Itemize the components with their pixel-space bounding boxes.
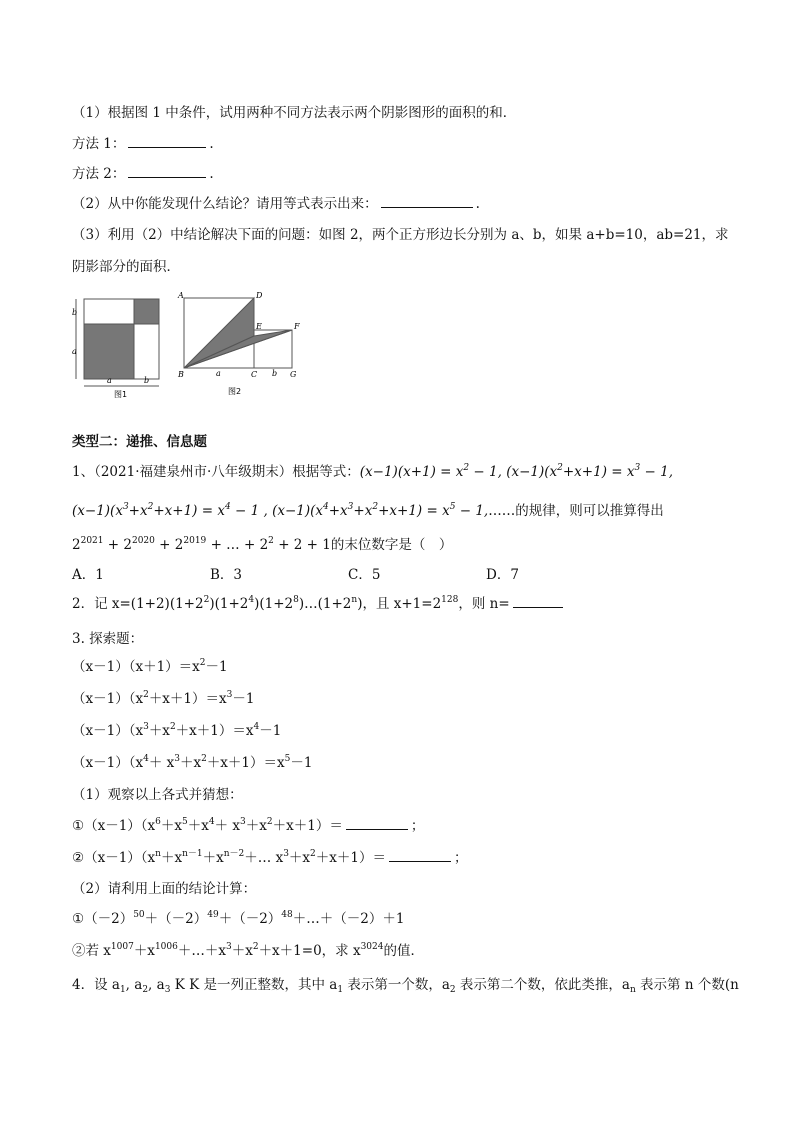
p4-sub2: 2 [142, 985, 149, 995]
p3-l2c: －1 [232, 691, 255, 707]
p4-a: 4．设 a [72, 977, 120, 993]
conjecture-1-blank[interactable] [346, 816, 408, 830]
problem-2-line [72, 594, 566, 613]
p3-d2-exp3: 3 [225, 942, 232, 952]
p4-sub2b: 2 [449, 985, 456, 995]
problem-2-exp-128: 128 [441, 595, 459, 605]
fig2-label-D: D [256, 291, 263, 300]
p3-l3d: －1 [259, 723, 282, 739]
p3-l4b: ＋ x [148, 755, 175, 771]
fig2-label-A: A [178, 291, 184, 300]
p3-c2f: ＋x＋1）＝ [315, 850, 386, 866]
method-2-blank[interactable] [128, 164, 206, 178]
p3-l4-exp3: 2 [201, 754, 207, 764]
question-3-text-a: （3）利用（2）中结论解决下面的问题：如图 2，两个正方形边长分别为 a、b，如果 a+b=10，ab=21，求 [72, 227, 729, 243]
p3-l2: （x－1）（x [72, 691, 144, 707]
fig2-label-b: b [272, 369, 278, 378]
p3-l3-exp: 3 [143, 722, 149, 732]
p3-c1e: ＋x [245, 818, 267, 834]
p3-d2b: ＋x [133, 943, 155, 959]
problem-3-calc-2 [72, 942, 424, 960]
p3-c1end: ； [410, 818, 425, 834]
method-1-label: 方法 1： [72, 136, 126, 152]
problem-1-eq-1: $(x-1)(x+1) = x^2 - 1$, [359, 463, 502, 480]
p3-c2end: ； [453, 850, 468, 866]
problem-3-calc-1 [72, 910, 404, 928]
option-c[interactable]: C．5 [348, 567, 381, 583]
p3-c2d: ＋… x [244, 850, 284, 866]
conjecture-2-blank[interactable] [389, 848, 451, 862]
problem-2-exp-4: 4 [248, 595, 255, 605]
p3-c2-expn: n [155, 849, 161, 859]
problem-3-q1: （1）观察以上各式并猜想： [72, 787, 243, 803]
p3-l4-exp2: 3 [174, 754, 180, 764]
p4-f: 表示第二个数，依此类推，a [455, 977, 630, 993]
problem-4-line [72, 976, 739, 994]
fig2-label-F: F [294, 322, 300, 331]
p3-c1-exp5: 5 [182, 817, 188, 827]
fig2-label-a: a [216, 369, 221, 378]
p3-l3-exp2: 2 [169, 722, 176, 732]
problem-2-text-d: )…(1+2 [298, 596, 352, 612]
problem-3-q2: （2）请利用上面的结论计算： [72, 881, 257, 897]
question-3-text-b: 阴影部分的面积． [72, 259, 180, 275]
p3-l4-exp: 4 [143, 754, 149, 764]
p3-c1b: ＋x [160, 818, 183, 834]
method-2-line: 方法 2： . [72, 166, 214, 182]
p4-sub1b: 1 [337, 985, 344, 995]
problem-1-options [72, 566, 519, 584]
p3-d2a: ②若 x [72, 943, 111, 959]
fig2-label-G: G [290, 370, 297, 379]
p3-d1-exp48: 48 [281, 910, 293, 920]
question-1-text: （1）根据图 1 中条件，试用两种不同方法表示两个阴影图形的面积的和． [72, 105, 517, 121]
problem-2-exp-2: 2 [203, 595, 210, 605]
problem-3-eq-3 [72, 722, 281, 740]
p3-l4d: ＋x＋1）＝x [206, 755, 285, 771]
p4-subn: n [629, 985, 636, 995]
problem-1-tail-2: 的末位数字是（ ） [330, 537, 453, 553]
problem-2-text-a: 2．记 x=(1+2)(1+2 [72, 596, 204, 612]
problem-2-text-c: )(1+2 [254, 596, 294, 612]
problem-3-title: 3. 探索题： [72, 631, 144, 647]
problem-2-exp-8: 8 [293, 595, 299, 605]
p3-l2b: ＋x＋1）＝x [148, 691, 227, 707]
p3-l4c: ＋x [179, 755, 202, 771]
p3-c1f: ＋x＋1）＝ [272, 818, 343, 834]
problem-1-prefix: 1、（2021·福建泉州市·八年级期末）根据等式： [72, 464, 360, 480]
option-a[interactable]: A．1 [72, 567, 104, 583]
problem-3-eq-1 [72, 658, 228, 676]
p3-l2-exp2: 3 [226, 690, 233, 700]
option-d[interactable]: D．7 [486, 567, 519, 583]
fig2-label-C: C [251, 370, 258, 379]
problem-1-eq-3: $(x-1)(x^3+x^2+x+1) = x^4 - 1$ , [72, 502, 268, 519]
p3-l1-exp: 2 [199, 658, 206, 668]
method-1-line: 方法 1： . [72, 136, 214, 152]
problem-2-exp-n: n [351, 595, 358, 605]
figure-1 [70, 294, 170, 400]
p4-g: 表示第 n 个数(n [635, 977, 739, 993]
p3-c1d: ＋ x [214, 818, 241, 834]
p3-c2a: ②（x－1）（x [72, 850, 156, 866]
problem-2-text-f: ，则 n= [458, 596, 510, 612]
p3-c2b: ＋x [160, 850, 183, 866]
option-b[interactable]: B．3 [210, 567, 243, 583]
p3-c2-expn2: n－2 [223, 849, 245, 859]
p4-e: 表示第一个数，a [343, 977, 450, 993]
p3-d2-exp3024: 3024 [360, 942, 384, 952]
question-2-line: （2）从中你能发现什么结论？请用等式表示出来： . [72, 196, 480, 212]
p3-d2f: 的值． [383, 943, 424, 959]
figure-2 [176, 290, 306, 400]
type2-heading: 类型二：递推、信息题 [72, 434, 207, 450]
p3-c2-exp2: 2 [310, 849, 316, 859]
p3-c1a: ①（x－1）（x [72, 818, 156, 834]
p3-l1b: －1 [205, 659, 228, 675]
p3-d1a: ①（－2） [72, 911, 134, 927]
p3-d1b: ＋（－2） [144, 911, 208, 927]
p3-l4-exp4: 5 [284, 754, 291, 764]
p3-l4: （x－1）（x [72, 755, 144, 771]
fig2-label-B: B [178, 370, 184, 379]
p3-d2-exp1007: 1007 [110, 942, 134, 952]
problem-3-eq-4 [72, 754, 312, 772]
p4-sub3: 3 [164, 985, 171, 995]
problem-2-text-e: )，且 x+1=2 [357, 596, 442, 612]
fig1-label-b-bottom: b [144, 376, 150, 385]
p4-sub1: 1 [119, 985, 126, 995]
fig1-caption: 图1 [114, 390, 128, 399]
question-2-blank[interactable] [381, 194, 473, 208]
problem-2-blank[interactable] [513, 594, 563, 608]
p4-d: K K 是一列正整数，其中 a [170, 977, 338, 993]
problem-3-conjecture-2 [72, 848, 467, 867]
p3-l3b: ＋x [148, 723, 170, 739]
problem-3-eq-2 [72, 690, 254, 708]
p3-c2-expn1: n－1 [182, 849, 203, 859]
p3-l3: （x－1）（x [72, 723, 144, 739]
fig2-label-E: E [256, 322, 262, 331]
p3-c1-exp2: 2 [266, 817, 273, 827]
problem-2-text-b: )(1+2 [209, 596, 249, 612]
p3-d1-exp50: 50 [133, 910, 145, 920]
problem-1-eq-4: $(x-1)(x^4+x^3+x^2+x+1) = x^5 - 1$, [272, 502, 489, 519]
p3-c1-exp3: 3 [240, 817, 246, 827]
problem-1-sum-expr: $2^{2021} + 2^{2020} + 2^{2019}$ + … + $2^2 + 2 + 1$ [72, 536, 331, 553]
p3-l3c: ＋x＋1）＝x [175, 723, 254, 739]
fig1-label-a: a [72, 347, 77, 356]
p4-c: , a [148, 977, 165, 993]
p3-c1-exp4: 4 [208, 817, 215, 827]
p3-l1: （x－1）（x＋1）＝x [72, 659, 200, 675]
method-1-blank[interactable] [128, 134, 206, 148]
problem-1-line-2 [72, 502, 664, 520]
p3-c2e: ＋x [288, 850, 311, 866]
p3-d2d: ＋x [231, 943, 253, 959]
question-2-text: （2）从中你能发现什么结论？请用等式表示出来： [72, 196, 378, 212]
p3-c1-exp6: 6 [155, 817, 161, 827]
fig1-label-a-bottom: a [107, 376, 112, 385]
p3-d2e: ＋x＋1=0，求 x [258, 943, 361, 959]
p3-d2-exp2: 2 [252, 942, 259, 952]
p3-d2-exp1006: 1006 [154, 942, 178, 952]
p3-l3-exp3: 4 [253, 722, 260, 732]
p3-c1c: ＋x [187, 818, 209, 834]
fig1-small-shaded-square [134, 299, 159, 324]
problem-1-eq-2: $(x-1)(x^2+x+1) = x^3 - 1$, [506, 463, 673, 480]
method-2-label: 方法 2： [72, 166, 126, 182]
p3-d1c: ＋（－2） [218, 911, 282, 927]
fig1-large-shaded-square [84, 324, 134, 379]
p3-l4e: －1 [290, 755, 313, 771]
p3-d2c: ＋…＋x [177, 943, 226, 959]
problem-1-line-3 [72, 536, 452, 554]
p3-d1-exp49: 49 [207, 910, 219, 920]
p3-c2-exp3: 3 [283, 849, 289, 859]
p3-c2c: ＋x [202, 850, 224, 866]
problem-3-conjecture-1 [72, 816, 424, 835]
problem-1-line-1 [72, 463, 673, 481]
p3-d1d: ＋…＋（－2）＋1 [292, 911, 405, 927]
p4-b: , a [125, 977, 143, 993]
p3-l2-exp: 2 [143, 690, 149, 700]
fig2-caption: 图2 [228, 387, 242, 396]
fig1-label-b: b [72, 308, 78, 317]
problem-1-tail: ……的规律，则可以推算得出 [488, 503, 664, 519]
